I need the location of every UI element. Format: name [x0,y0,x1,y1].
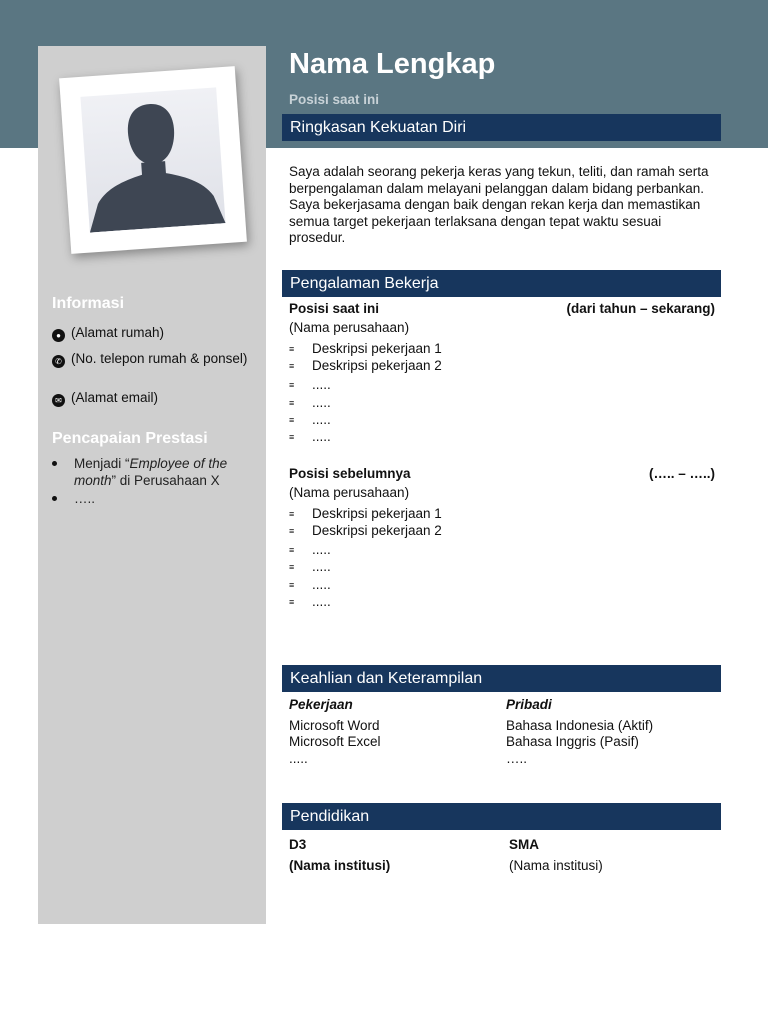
bullet-icon: ≡ [289,344,295,354]
achievement-section-title: Pencapaian Prestasi [52,430,208,447]
education-institution: (Nama institusi) [289,858,391,873]
job-header [289,300,715,317]
bullet-icon: ≡ [289,526,295,536]
job-position: Posisi saat ini [289,301,380,316]
address-item [52,324,252,342]
achievement-item: Menjadi “Employee of the month” di Perusahaan X [52,455,252,489]
phone-icon: ✆ [52,355,65,368]
list-item: ≡ Deskripsi pekerjaan 1 [289,341,442,356]
job-company: (Nama perusahaan) [289,485,410,500]
job-company: (Nama perusahaan) [289,320,410,335]
email-text: (Alamat email) [71,390,159,405]
job-period: (dari tahun – sekarang) [566,301,715,316]
bullet-icon: ≡ [289,509,295,519]
bullet-icon: ≡ [289,398,295,408]
work-skill-item: Microsoft Word [289,718,380,733]
personal-skill-item: Bahasa Indonesia (Aktif) [506,718,654,733]
list-item: ≡ ..... [289,412,331,427]
email-item [52,389,252,407]
phone-item [52,350,252,368]
bullet-icon: ≡ [289,597,295,607]
personal-skills-title: Pribadi [506,697,552,712]
work-skill-item: ..... [289,751,308,766]
list-item: ≡ Deskripsi pekerjaan 1 [289,506,442,521]
full-name: Nama Lengkap [289,48,496,80]
location-icon: ● [52,329,65,342]
job-position: Posisi sebelumnya [289,466,411,481]
phone-text: (No. telepon rumah & ponsel) [71,351,248,366]
summary-heading: Ringkasan Kekuatan Diri [282,114,721,141]
info-section-title: Informasi [52,295,125,312]
job-header [289,465,715,482]
address-text: (Alamat rumah) [71,325,165,340]
list-item: ≡ Deskripsi pekerjaan 2 [289,358,442,373]
list-item: ≡ ..... [289,395,331,410]
summary-text: Saya adalah seorang pekerja keras yang tekun, teliti, dan ramah serta berpengalaman dalam melayani pelanggan dalam bidang perbankan. Saya bekerjasama dengan baik dengan rekan kerja dan memastikan semua target pekerjaan terlaksana dengan tepat waktu sesuai prosedur. [289,164,709,246]
achievement-item: ….. [52,490,252,507]
bullet-icon [52,461,57,466]
list-item: ≡ ..... [289,594,331,609]
bullet-icon: ≡ [289,580,295,590]
personal-skill-item: ….. [506,751,528,766]
current-position: Posisi saat ini [289,92,380,107]
education-institution: (Nama institusi) [509,858,603,873]
education-level: D3 [289,837,307,852]
bullet-icon [52,496,57,501]
email-icon: ✉ [52,394,65,407]
personal-skill-item: Bahasa Inggris (Pasif) [506,734,639,749]
profile-photo-frame [59,66,247,254]
list-item: ≡ ..... [289,542,331,557]
work-skills-title: Pekerjaan [289,697,353,712]
bullet-icon: ≡ [289,415,295,425]
experience-heading: Pengalaman Bekerja [282,270,721,297]
person-silhouette-icon [80,87,225,232]
list-item: ≡ Deskripsi pekerjaan 2 [289,523,442,538]
bullet-icon: ≡ [289,562,295,572]
avatar [80,87,225,232]
bullet-icon: ≡ [289,432,295,442]
job-period: (….. – …..) [648,466,715,481]
work-skill-item: Microsoft Excel [289,734,381,749]
list-item: ≡ ..... [289,559,331,574]
bullet-icon: ≡ [289,380,295,390]
list-item: ≡ ..... [289,377,331,392]
achievement-highlight: Employee of the month [74,456,228,488]
education-heading: Pendidikan [282,803,721,830]
list-item: ≡ ..... [289,577,331,592]
skills-heading: Keahlian dan Keterampilan [282,665,721,692]
bullet-icon: ≡ [289,545,295,555]
education-level: SMA [509,837,539,852]
bullet-icon: ≡ [289,361,295,371]
list-item: ≡ ..... [289,429,331,444]
